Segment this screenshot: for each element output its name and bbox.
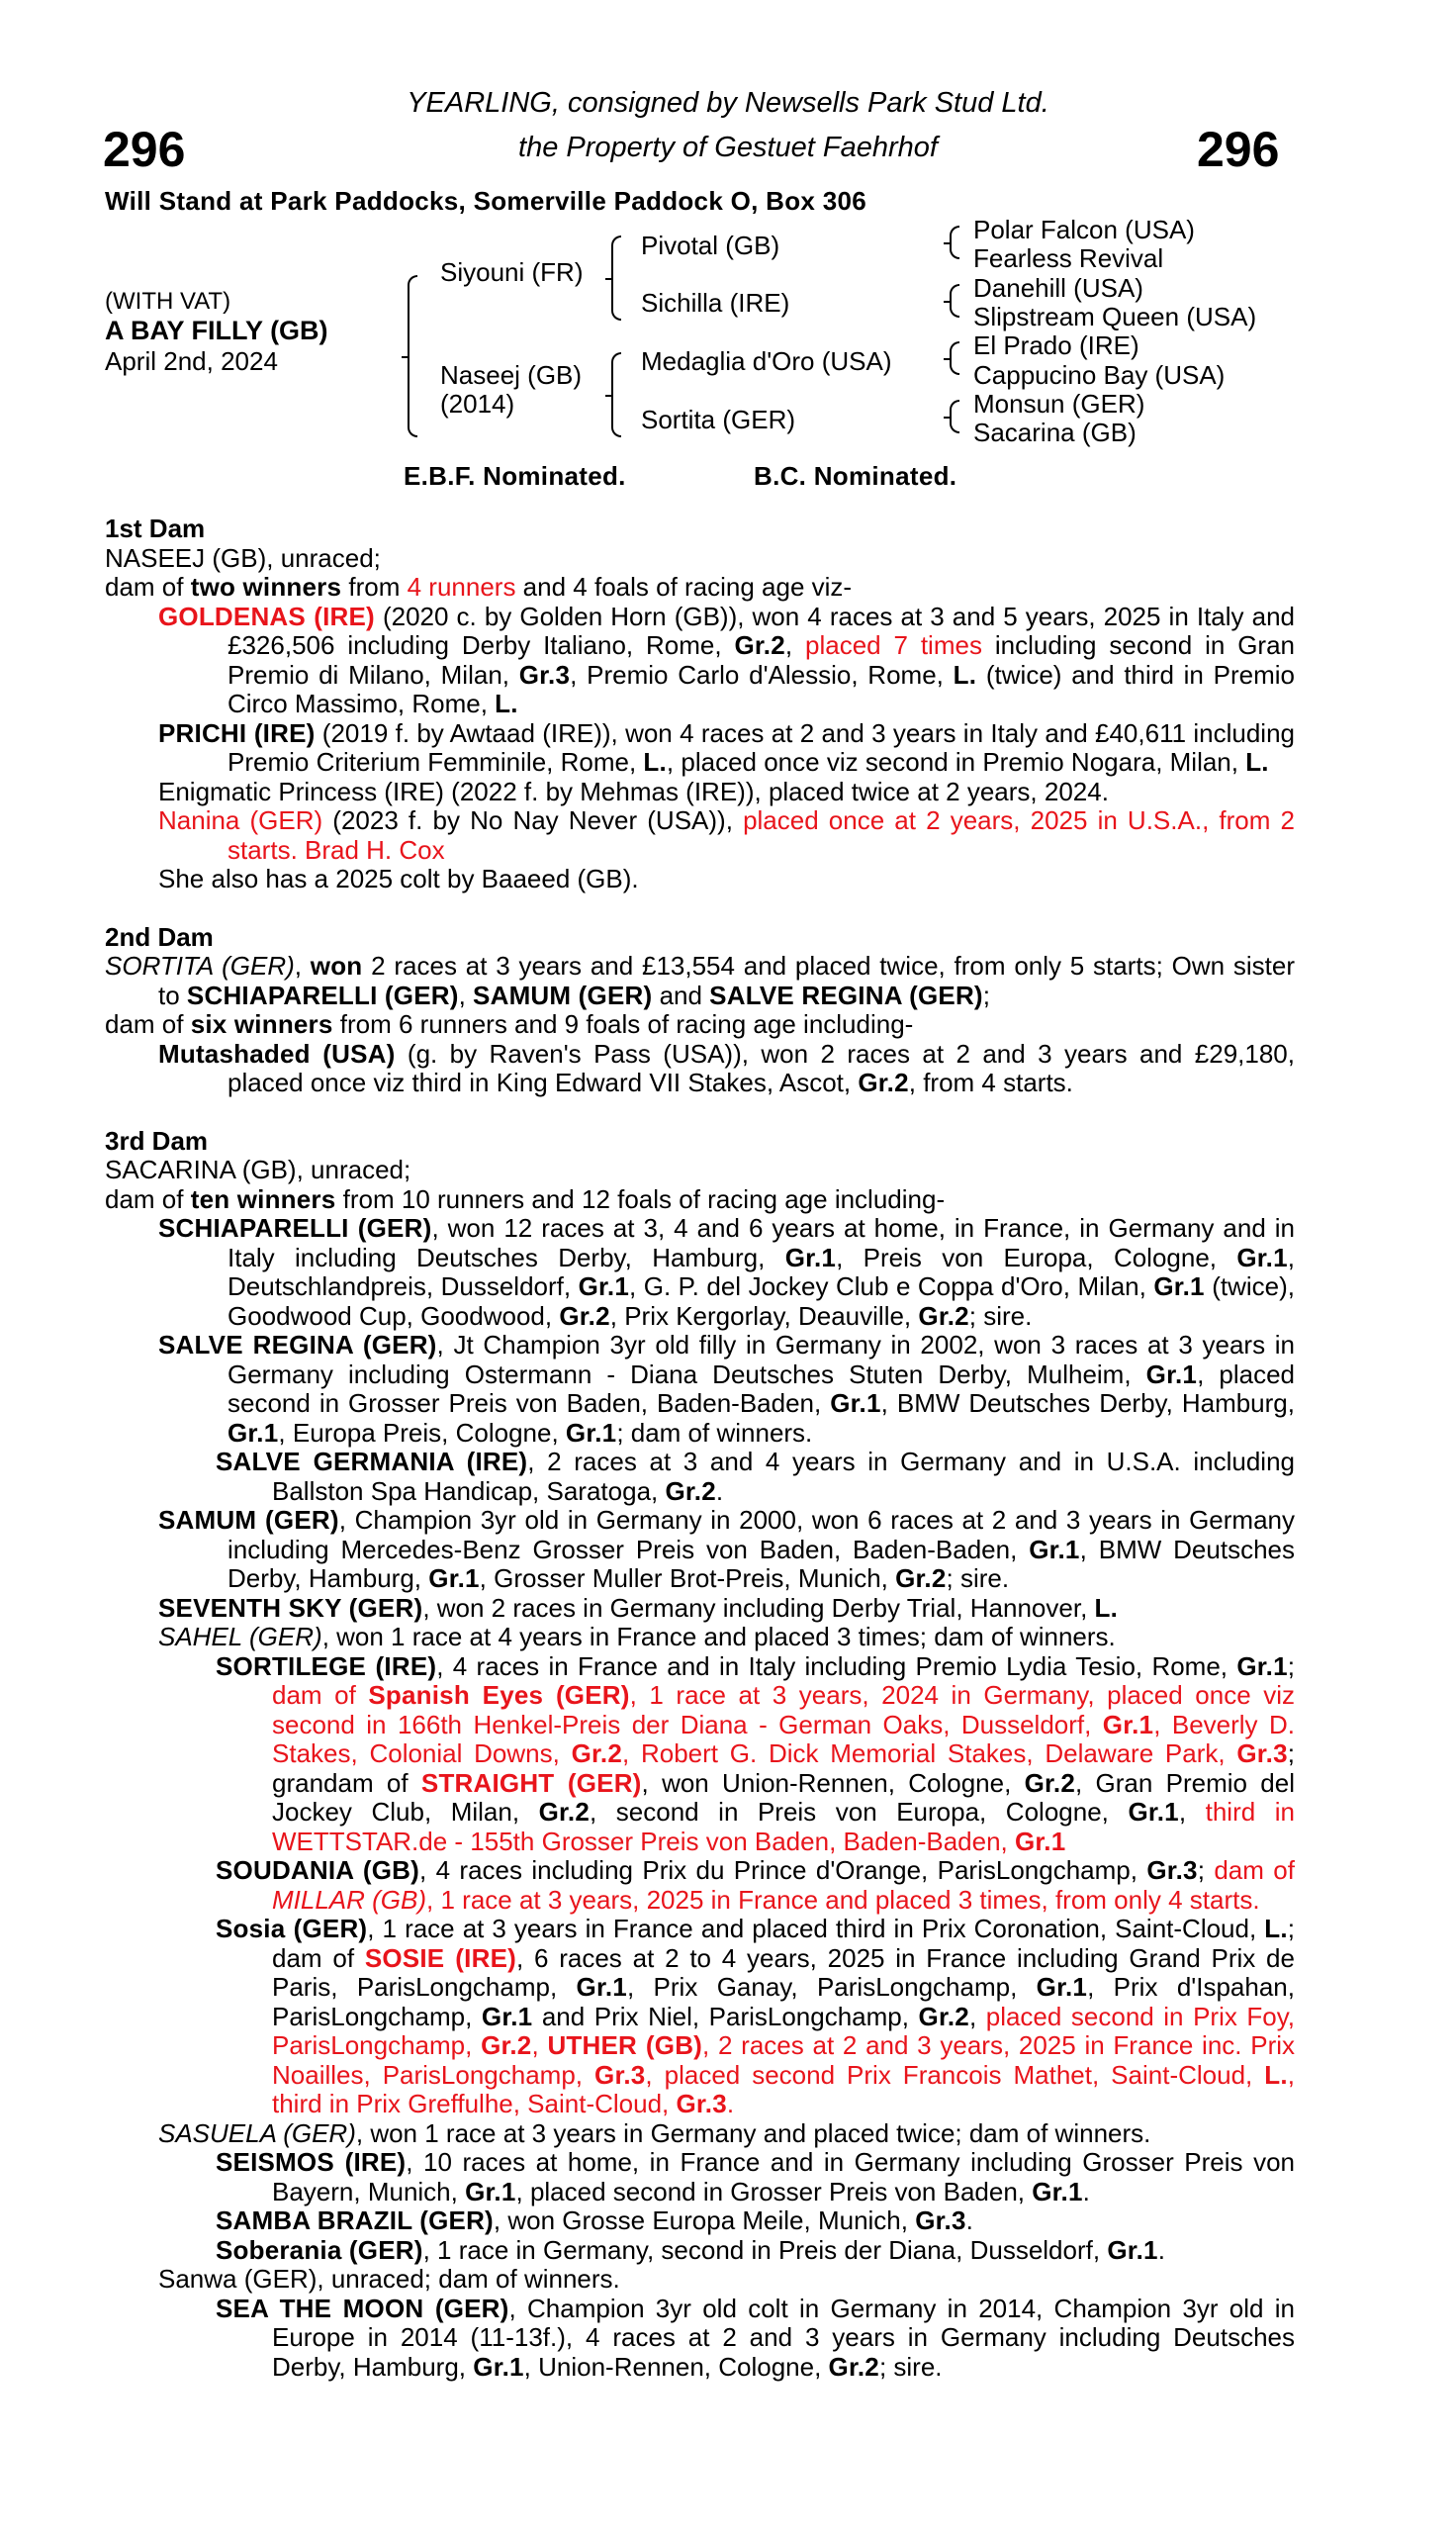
text-run: Gr.1: [1102, 1709, 1154, 1739]
text-run: Gr.1: [1236, 1650, 1288, 1681]
text-run: placed second in Prix Foy, ParisLongchamp,: [272, 2001, 1296, 2060]
produce-entry: [105, 1156, 1295, 1185]
produce-entry: [158, 2265, 1295, 2295]
text-run: and Prix Niel, ParisLongchamp,: [532, 2001, 919, 2031]
text-run: Gr.2: [918, 2001, 969, 2031]
lot-number-left: 296: [103, 122, 186, 177]
text-run: , won Union-Rennen, Cologne,: [641, 1767, 1025, 1798]
text-run: Gr.1: [1145, 1359, 1198, 1389]
produce-record: [105, 515, 1295, 2410]
text-run: , Gran Premio del Jockey Club, Milan,: [272, 1767, 1295, 1827]
text-run: Sanwa (GER), unraced; dam of winners.: [158, 2264, 620, 2294]
text-run: Nanina (GER): [158, 805, 323, 835]
text-run: , placed second in Grosser Preis von Baden, Baden-Baden,: [228, 1359, 1295, 1418]
text-run: , won 12 races at 3, 4 and 6 years at home, in France, in Germany and in Italy including Deutsches Derby, Hamburg,: [228, 1213, 1296, 1272]
stand-location: Will Stand at Park Paddocks, Somerville Paddock O, Box 306: [105, 186, 866, 216]
great-grandparent: Danehill (USA): [973, 273, 1143, 303]
text-run: , placed second Prix Francois Mathet, Saint-Cloud,: [645, 2059, 1265, 2090]
text-run: Gr.3: [1236, 1738, 1288, 1768]
text-run: ;: [1287, 1650, 1295, 1681]
section-heading: 3rd Dam: [105, 1125, 209, 1156]
text-run: , Europa Preis, Cologne,: [278, 1417, 566, 1448]
produce-entry: [158, 806, 1295, 865]
text-run: , BMW Deutsches Derby, Hamburg,: [880, 1388, 1295, 1418]
text-run: and: [652, 980, 710, 1010]
text-run: , 10 races at home, in France and in Germany including Grosser Preis von Bayern, Munich,: [272, 2147, 1295, 2206]
text-run: SALVE REGINA (GER): [709, 980, 983, 1010]
text-run: , Grosser Muller Brot-Preis, Munich,: [479, 1563, 896, 1593]
text-run: SAMUM (GER): [158, 1505, 339, 1535]
text-run: won: [310, 951, 363, 981]
text-run: , Champion 3yr old in Germany in 2000, won 6 races at 2 and 3 years in Germany including Mercedes-Benz Grosser Preis von Baden, Baden-Baden,: [228, 1505, 1296, 1564]
text-run: SASUELA (GER): [158, 2117, 356, 2148]
text-run: ,: [531, 2030, 548, 2060]
produce-entry: [105, 1010, 1295, 1040]
text-run: , Premio Carlo d'Alessio, Rome,: [570, 659, 954, 690]
great-grandparent: El Prado (IRE): [973, 330, 1139, 360]
text-run: from: [341, 572, 408, 602]
text-run: , 1 race in Germany, second in Preis der Diana, Dusseldorf,: [422, 2234, 1108, 2265]
text-run: 2 races at 3 years and £13,554 and placed twice, from only 5 starts; Own sister to: [158, 951, 1295, 1010]
text-run: dam of: [105, 1009, 191, 1039]
text-run: ;: [982, 980, 991, 1010]
dam: Naseej (GB): [440, 360, 583, 390]
text-run: ;: [1197, 1855, 1215, 1885]
text-run: , 4 races including Prix du Prince d'Orange, ParisLongchamp,: [419, 1855, 1147, 1885]
great-grandparent: Slipstream Queen (USA): [973, 302, 1257, 331]
produce-entry: [158, 603, 1295, 719]
text-run: Gr.1: [228, 1417, 279, 1448]
text-run: , won Grosse Europa Meile, Munich,: [493, 2205, 916, 2235]
produce-entry: [158, 719, 1295, 778]
text-run: Gr.2: [918, 1300, 969, 1331]
text-run: L.: [1264, 1914, 1288, 1943]
text-run: , 6 races at 2 to 4 years, 2025 in France including Grand Prix de Paris, ParisLongchamp,: [272, 1942, 1295, 2002]
text-run: Gr.3: [915, 2205, 966, 2235]
text-run: Gr.1: [576, 1972, 627, 2002]
text-run: SEVENTH SKY (GER): [158, 1592, 423, 1623]
section-heading: 1st Dam: [105, 514, 206, 543]
text-run: Gr.2: [571, 1738, 622, 1768]
text-run: Gr.1: [578, 1271, 630, 1301]
text-run: , from 4 starts.: [908, 1068, 1073, 1097]
text-run: , 4 races in France and in Italy including Premio Lydia Tesio, Rome,: [436, 1650, 1237, 1681]
text-run: , third in Prix Greffulhe, Saint-Cloud,: [272, 2059, 1295, 2118]
text-run: two winners: [190, 572, 342, 602]
great-grandparent: Fearless Revival: [973, 243, 1164, 273]
text-run: Gr.1: [1032, 2176, 1083, 2206]
text-run: L.: [643, 747, 667, 777]
text-run: Gr.1: [473, 2351, 524, 2382]
text-run: ; grandam of: [272, 1738, 1295, 1798]
text-run: SALVE REGINA (GER): [158, 1330, 437, 1360]
brace-icon: [950, 341, 959, 375]
brace-icon: [611, 352, 621, 437]
text-run: L.: [1094, 1592, 1119, 1623]
text-run: Sosia (GER): [216, 1914, 368, 1943]
text-run: and 4 foals of racing age viz-: [515, 572, 853, 602]
text-run: , Champion 3yr old colt in Germany in 2014, Champion 3yr old in Europe in 2014 (11-13f.), 4 races at 2 and 3 years in Germany including Deutsches Derby, Hamburg,: [272, 2293, 1295, 2382]
text-run: .: [965, 2205, 973, 2235]
text-run: SOSIE (IRE): [364, 1942, 516, 1973]
grandparent: Medaglia d'Oro (USA): [641, 346, 892, 376]
text-run: including second in Gran Premio di Milano, Milan,: [228, 630, 1296, 690]
text-run: Gr.2: [1024, 1767, 1076, 1798]
text-run: NASEEJ (GB), unraced;: [105, 542, 381, 573]
text-run: Gr.3: [1146, 1855, 1198, 1885]
text-run: L.: [1264, 2059, 1288, 2090]
text-run: .: [726, 2089, 735, 2118]
text-run: , Prix Kergorlay, Deauville,: [609, 1300, 919, 1331]
produce-entry: [158, 1214, 1295, 1331]
text-run: Gr.2: [538, 1797, 591, 1827]
produce-entry: [105, 952, 1295, 1010]
produce-entry: [158, 2119, 1295, 2149]
text-run: , 1 race at 3 years, 2025 in France and placed 3 times, from only 4 starts.: [426, 1884, 1260, 1915]
text-run: ten winners: [190, 1183, 336, 1214]
text-run: Gr.1: [1036, 1972, 1088, 2002]
bc-nomination: B.C. Nominated.: [754, 461, 957, 491]
text-run: SCHIAPARELLI (GER): [158, 1213, 432, 1243]
text-run: , Jt Champion 3yr old filly in Germany in 2002, won 3 races at 3 years in Germany including Ostermann - Diana Deutsches Stuten Derby, Mulheim,: [228, 1330, 1295, 1389]
grandparent: Sichilla (IRE): [641, 288, 790, 318]
text-run: She also has a 2025 colt by Baaeed (GB).: [158, 864, 639, 893]
text-run: , won 2 races in Germany including Derby Trial, Hannover,: [422, 1592, 1095, 1623]
text-run: , Beverly D. Stakes, Colonial Downs,: [272, 1709, 1295, 1768]
text-run: , 1 race at 3 years in France and placed third in Prix Coronation, Saint-Cloud,: [367, 1914, 1265, 1943]
text-run: from 6 runners and 9 foals of racing age including-: [332, 1009, 914, 1039]
text-run: placed 7 times: [805, 630, 982, 660]
produce-entry: [216, 1915, 1295, 2119]
produce-entry: [158, 1623, 1295, 1652]
text-run: (2023 f. by No Nay Never (USA)),: [322, 805, 744, 835]
text-run: third in WETTSTAR.de - 155th Grosser Preis von Baden, Baden-Baden,: [272, 1797, 1295, 1856]
text-run: SORTITA (GER): [105, 951, 295, 981]
text-run: , Robert G. Dick Memorial Stakes, Delaware Park,: [622, 1738, 1237, 1768]
produce-entry: [105, 544, 1295, 574]
text-run: dam of: [1214, 1855, 1295, 1885]
text-run: Gr.2: [481, 2030, 532, 2060]
dam-year: (2014): [440, 389, 515, 419]
text-run: Gr.2: [858, 1068, 909, 1097]
text-run: , won 1 race at 3 years in Germany and placed twice; dam of winners.: [355, 2117, 1151, 2148]
text-run: Enigmatic Princess (IRE) (2022 f. by Mehmas (IRE)), placed twice at 2 years, 2024.: [158, 776, 1109, 806]
text-run: Gr.2: [559, 1300, 610, 1331]
vat-note: (WITH VAT): [105, 288, 231, 315]
text-run: ; dam of winners.: [616, 1417, 813, 1448]
great-grandparent: Polar Falcon (USA): [973, 215, 1195, 244]
text-run: , 1 race at 3 years, 2024 in Germany, placed once viz second in 166th Henkel-Preis der Diana - German Oaks, Dusseldorf,: [272, 1680, 1295, 1739]
text-run: ,: [1178, 1797, 1206, 1827]
text-run: Gr.2: [895, 1563, 947, 1593]
text-run: 4 runners: [407, 572, 516, 602]
text-run: SALVE GERMANIA (IRE): [216, 1447, 528, 1476]
text-run: (g. by Raven's Pass (USA)), won 2 races at 2 and 3 years and £29,180, placed once viz third in King Edward VII Stakes, Ascot,: [228, 1038, 1295, 1097]
text-run: SOUDANIA (GB): [216, 1855, 419, 1885]
brace-icon: [950, 226, 959, 259]
text-run: L.: [1245, 747, 1269, 777]
text-run: PRICHI (IRE): [158, 717, 316, 748]
text-run: SAMBA BRAZIL (GER): [216, 2205, 494, 2235]
text-run: Gr.1: [1107, 2234, 1158, 2265]
text-run: ; sire.: [968, 1300, 1033, 1331]
text-run: , BMW Deutsches Derby, Hamburg,: [228, 1534, 1295, 1593]
brace-icon: [950, 284, 959, 318]
text-run: , 2 races at 2 and 3 years, 2025 in France inc. Prix Noailles, ParisLongchamp,: [272, 2030, 1296, 2090]
text-run: Gr.2: [828, 2351, 879, 2382]
property-line: the Property of Gestuet Faehrhof: [518, 132, 938, 163]
sire: Siyouni (FR): [440, 257, 584, 287]
horse-name: A BAY FILLY (GB): [105, 316, 328, 345]
text-run: SORTILEGE (IRE): [216, 1650, 437, 1681]
produce-entry: [158, 1594, 1295, 1624]
great-grandparent: Monsun (GER): [973, 389, 1145, 419]
text-run: ; sire.: [878, 2351, 943, 2382]
text-run: , Prix d'Ispahan, ParisLongchamp,: [272, 1972, 1295, 2031]
great-grandparent: Sacarina (GB): [973, 418, 1137, 447]
text-run: dam of: [105, 1183, 191, 1214]
produce-entry: [158, 778, 1295, 807]
produce-entry: [158, 865, 1295, 894]
text-run: dam of: [105, 572, 191, 602]
text-run: Gr.1: [1029, 1534, 1080, 1564]
text-run: L.: [495, 689, 518, 718]
text-run: Gr.1: [1236, 1242, 1288, 1272]
text-run: Gr.1: [481, 2001, 533, 2031]
text-run: .: [1157, 2234, 1165, 2265]
text-run: , Preis von Europa, Cologne,: [836, 1242, 1237, 1272]
great-grandparent: Cappucino Bay (USA): [973, 360, 1226, 390]
text-run: ,: [784, 630, 805, 660]
text-run: SAMUM (GER): [473, 980, 653, 1010]
text-run: SEISMOS (IRE): [216, 2147, 407, 2177]
text-run: L.: [953, 659, 977, 690]
text-run: Gr.1: [565, 1417, 617, 1448]
dam-section: [105, 923, 1295, 1098]
text-run: SEA THE MOON (GER): [216, 2293, 509, 2323]
section-heading: 2nd Dam: [105, 921, 214, 952]
text-run: Gr.1: [830, 1388, 881, 1418]
text-run: Spanish Eyes (GER): [368, 1680, 630, 1710]
dam-section: [105, 1127, 1295, 2383]
text-run: Gr.1: [428, 1563, 480, 1593]
produce-entry: [158, 1040, 1295, 1098]
text-run: ,: [968, 2001, 986, 2031]
text-run: Gr.1: [465, 2176, 516, 2206]
produce-entry: [216, 1448, 1295, 1506]
produce-entry: [158, 1506, 1295, 1594]
text-run: , Deutschlandpreis, Dusseldorf,: [228, 1242, 1296, 1301]
text-run: six winners: [190, 1009, 333, 1039]
text-run: , placed second in Grosser Preis von Baden,: [515, 2176, 1033, 2206]
text-run: GOLDENAS (IRE): [158, 601, 375, 631]
text-run: UTHER (GB): [547, 2030, 703, 2060]
brace-icon: [408, 275, 417, 437]
text-run: Gr.1: [1153, 1271, 1205, 1301]
text-run: ,: [458, 980, 474, 1010]
text-run: (2020 c. by Golden Horn (GB)), won 4 races at 3 and 5 years, 2025 in Italy and £326,506 including Derby Italiano, Rome,: [228, 601, 1295, 660]
text-run: .: [1082, 2176, 1090, 2206]
text-run: STRAIGHT (GER): [420, 1767, 642, 1798]
text-run: , won 1 race at 4 years in France and placed 3 times; dam of winners.: [321, 1622, 1116, 1651]
text-run: , second in Preis von Europa, Cologne,: [590, 1797, 1129, 1827]
produce-entry: [105, 1185, 1295, 1215]
produce-entry: [216, 1652, 1295, 1857]
text-run: , G. P. del Jockey Club e Coppa d'Oro, Milan,: [629, 1271, 1154, 1301]
text-run: , Prix Ganay, ParisLongchamp,: [626, 1972, 1037, 2002]
lot-number-right: 296: [1197, 122, 1280, 177]
text-run: Gr.2: [734, 630, 785, 660]
produce-entry: [216, 2206, 1295, 2236]
grandparent: Pivotal (GB): [641, 231, 780, 260]
text-run: Soberania (GER): [216, 2234, 423, 2265]
text-run: .: [715, 1475, 724, 1506]
text-run: ; dam of: [272, 1914, 1295, 1973]
text-run: Gr.3: [676, 2089, 727, 2118]
produce-entry: [216, 2295, 1295, 2383]
text-run: dam of: [272, 1680, 369, 1710]
grandparent: Sortita (GER): [641, 405, 796, 434]
brace-icon: [611, 235, 621, 321]
text-run: Gr.2: [665, 1475, 716, 1506]
text-run: ; sire.: [946, 1563, 1010, 1593]
produce-entry: [216, 1856, 1295, 1915]
text-run: (2019 f. by Awtaad (IRE)), won 4 races at 2 and 3 years in Italy and £40,611 including Premio Criterium Femminile, Rome,: [228, 717, 1295, 777]
produce-entry: [216, 2148, 1295, 2206]
text-run: , Union-Rennen, Cologne,: [523, 2351, 829, 2382]
text-run: MILLAR (GB): [272, 1884, 427, 1915]
text-run: (twice), Goodwood Cup, Goodwood,: [228, 1271, 1296, 1331]
text-run: placed once at 2 years, 2025 in U.S.A., from 2 starts. Brad H. Cox: [228, 805, 1295, 865]
produce-entry: [158, 1331, 1295, 1448]
produce-entry: [105, 573, 1295, 603]
text-run: SACARINA (GB), unraced;: [105, 1155, 411, 1184]
consignor-line: YEARLING, consigned by Newsells Park Stud Ltd.: [407, 87, 1049, 119]
foaling-date: April 2nd, 2024: [105, 346, 278, 376]
text-run: Gr.1: [1128, 1797, 1179, 1827]
text-run: , placed once viz second in Premio Nogara, Milan,: [666, 747, 1246, 777]
brace-icon: [950, 400, 959, 433]
dam-section: [105, 515, 1295, 894]
text-run: (twice) and third in Premio Circo Massimo, Rome,: [228, 659, 1295, 718]
text-run: Mutashaded (USA): [158, 1038, 396, 1069]
text-run: SCHIAPARELLI (GER): [186, 980, 459, 1010]
text-run: Gr.3: [518, 659, 571, 690]
text-run: Gr.1: [1014, 1826, 1066, 1856]
text-run: , 2 races at 3 and 4 years in Germany and in U.S.A. including Ballston Spa Handicap, Saratoga,: [272, 1447, 1296, 1506]
ebf-nomination: E.B.F. Nominated.: [404, 461, 626, 491]
text-run: Gr.3: [594, 2059, 646, 2090]
produce-entry: [216, 2236, 1295, 2266]
text-run: from 10 runners and 12 foals of racing age including-: [335, 1183, 946, 1214]
text-run: ,: [294, 951, 311, 981]
text-run: Gr.1: [784, 1242, 837, 1272]
text-run: SAHEL (GER): [158, 1622, 322, 1651]
